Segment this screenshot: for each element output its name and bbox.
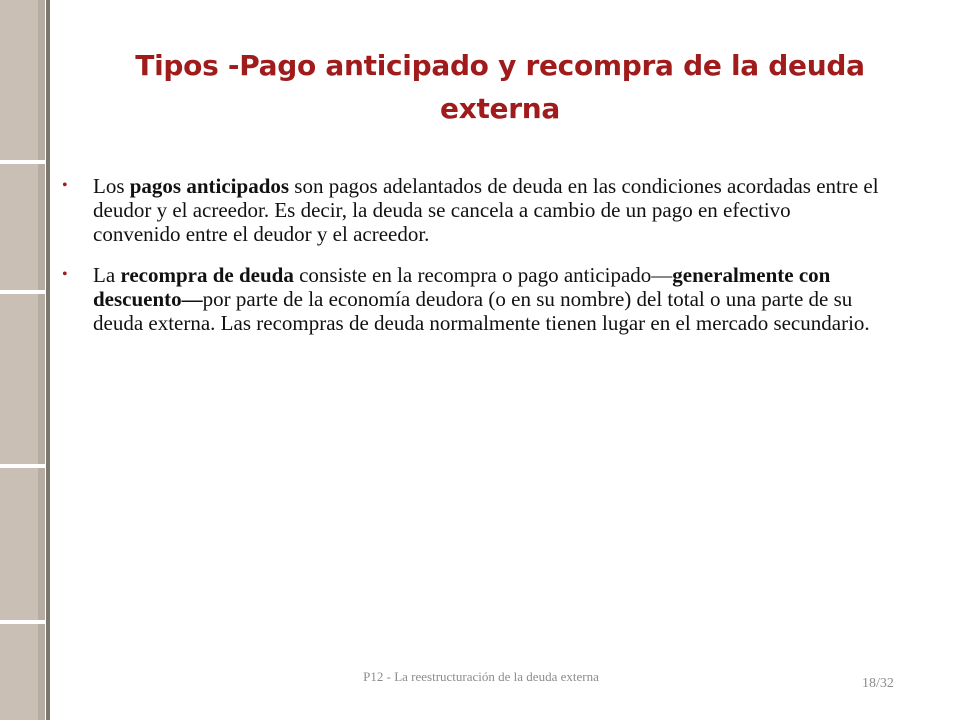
side-block <box>0 0 45 160</box>
side-block <box>0 294 45 464</box>
bullet-text: Los <box>93 174 130 198</box>
bullet-item <box>62 174 882 246</box>
footer-text: P12 - La reestructuración de la deuda externa <box>363 669 599 684</box>
bullet-item <box>62 263 882 335</box>
page-number: 18/32 <box>862 676 894 691</box>
bullet-icon: • <box>62 266 68 283</box>
bullet-icon: • <box>62 177 68 194</box>
bullet-bold-text: pagos anticipados <box>129 174 290 198</box>
slide-title: Tipos -Pago anticipado y recompra de la deuda externa <box>135 49 865 125</box>
side-block <box>0 468 45 620</box>
side-block <box>0 164 45 290</box>
side-decoration <box>0 0 48 720</box>
bullet-text: consiste en la recompra o pago anticipado— <box>293 263 673 287</box>
side-edge <box>46 0 50 720</box>
slide-body <box>62 174 882 352</box>
bullet-bold-text: recompra de deuda <box>120 263 294 287</box>
side-block <box>0 624 45 720</box>
bullet-text: son pagos adelantados de deuda en las condiciones acordadas entre el deudor y el acreedor. Es decir, la deuda se cancela a cambio de un pago en efectivo convenido entre el deudor y el acreedor. <box>93 174 879 246</box>
bullet-bold-text: generalmente con descuento— <box>93 263 831 311</box>
bullet-text: por parte de la economía deudora (o en su nombre) del total o una parte de su deuda externa. Las recompras de deuda normalmente tienen lugar en el mercado secundario. <box>93 287 870 335</box>
bullet-text: La <box>93 263 121 287</box>
